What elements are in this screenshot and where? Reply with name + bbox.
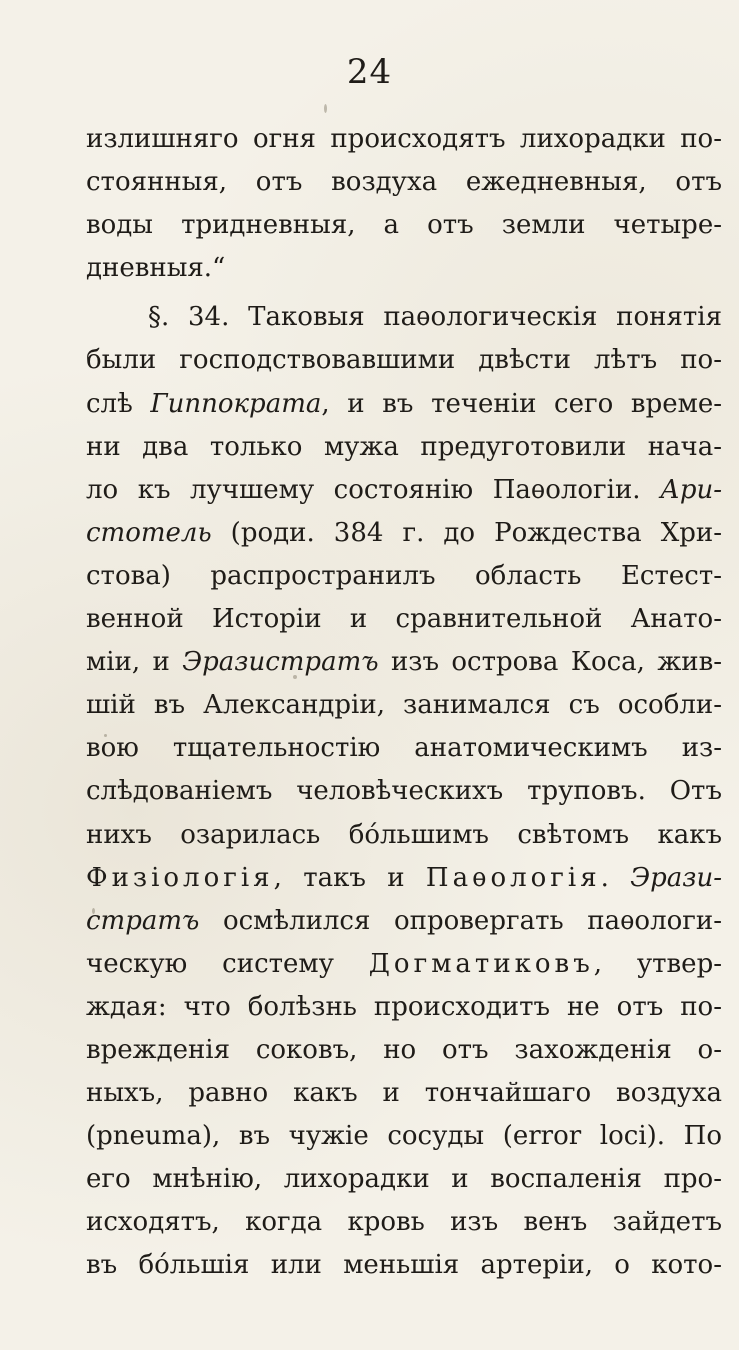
body-text bbox=[86, 118, 722, 1288]
text-line: ныхъ, равно какъ и тончайшаго воздуха bbox=[86, 1078, 722, 1109]
name-erazistrat-part2: стратъ bbox=[86, 905, 200, 936]
text-line: ни два только мужа предуготовили нача- bbox=[86, 431, 722, 462]
text-line: дневныя.“ bbox=[86, 253, 226, 284]
term-dogmatikov: Догматиковъ bbox=[368, 948, 594, 979]
text-line: (pneuma), въ чужіе сосуды (error loci). По bbox=[86, 1121, 722, 1152]
text-line bbox=[86, 383, 722, 426]
text-line: вою тщательностію анатомическимъ из- bbox=[86, 733, 722, 764]
text-line: венной Исторіи и сравнительной Анато- bbox=[86, 604, 722, 635]
text-line: его мнѣнію, лихорадки и воспаленія про- bbox=[86, 1164, 722, 1195]
text-line: излишняго огня происходятъ лихорадки по- bbox=[86, 124, 722, 154]
text-line: слѣдованіемъ человѣческихъ труповъ. Отъ bbox=[86, 776, 722, 807]
term-patologiya: Паѳологія bbox=[425, 862, 601, 893]
name-gippokrat: Гиппократа bbox=[150, 388, 322, 419]
text-line bbox=[86, 900, 722, 943]
text-span: міи, и bbox=[86, 647, 183, 678]
name-erazistrat: Эразистратъ bbox=[182, 647, 379, 678]
text-span: (роди. 384 г. до Рождества Хри- bbox=[211, 517, 722, 548]
text-line: стова) распространилъ область Естест- bbox=[86, 560, 722, 591]
paragraph bbox=[86, 118, 722, 290]
text-line: въ бо́льшія или меньшія артеріи, о кото- bbox=[86, 1250, 722, 1281]
term-fiziologiya: Физіологія bbox=[86, 862, 274, 893]
text-span: , такъ и bbox=[273, 862, 426, 893]
text-line: ждая: что болѣзнь происходитъ не отъ по- bbox=[86, 991, 722, 1022]
name-erazistrat-part1: Эрази- bbox=[630, 862, 722, 893]
text-line: §. 34. Таковыя паѳологическія понятія bbox=[148, 302, 722, 333]
ink-speck bbox=[324, 104, 327, 113]
paragraph bbox=[86, 296, 722, 1287]
text-span: . bbox=[600, 862, 631, 893]
text-line: врежденія соковъ, но отъ захожденія о- bbox=[86, 1034, 722, 1065]
name-aristotel-part2: стотель bbox=[86, 517, 212, 548]
page-number: 24 bbox=[346, 52, 393, 92]
name-aristotel-part1: Ари- bbox=[660, 474, 722, 505]
text-line: шій въ Александріи, занимался съ особли- bbox=[86, 690, 722, 721]
text-span: слѣ bbox=[86, 388, 151, 419]
text-span: , утвер- bbox=[593, 948, 722, 979]
text-line bbox=[86, 857, 722, 900]
text-span: осмѣлился опровергать паѳологи- bbox=[199, 905, 722, 936]
text-span: ло къ лучшему состоянію Паѳологіи. bbox=[86, 474, 661, 505]
text-span: , и въ теченіи сего време- bbox=[321, 388, 722, 419]
text-line bbox=[86, 512, 722, 555]
text-line: нихъ озарилась бо́льшимъ свѣтомъ какъ bbox=[86, 819, 722, 850]
text-line bbox=[86, 641, 722, 684]
text-span: изъ острова Коса, жив- bbox=[378, 647, 722, 678]
text-line: исходятъ, когда кровь изъ венъ зайдетъ bbox=[86, 1207, 722, 1238]
text-line: были господствовавшими двѣсти лѣтъ по- bbox=[86, 345, 722, 376]
text-line: стоянныя, отъ воздуха ежедневныя, отъ bbox=[86, 167, 722, 198]
text-line bbox=[86, 943, 722, 986]
text-line: воды тридневныя, а отъ земли четыре- bbox=[86, 210, 722, 241]
text-span: ческую систему bbox=[86, 948, 369, 979]
text-line bbox=[86, 469, 722, 512]
